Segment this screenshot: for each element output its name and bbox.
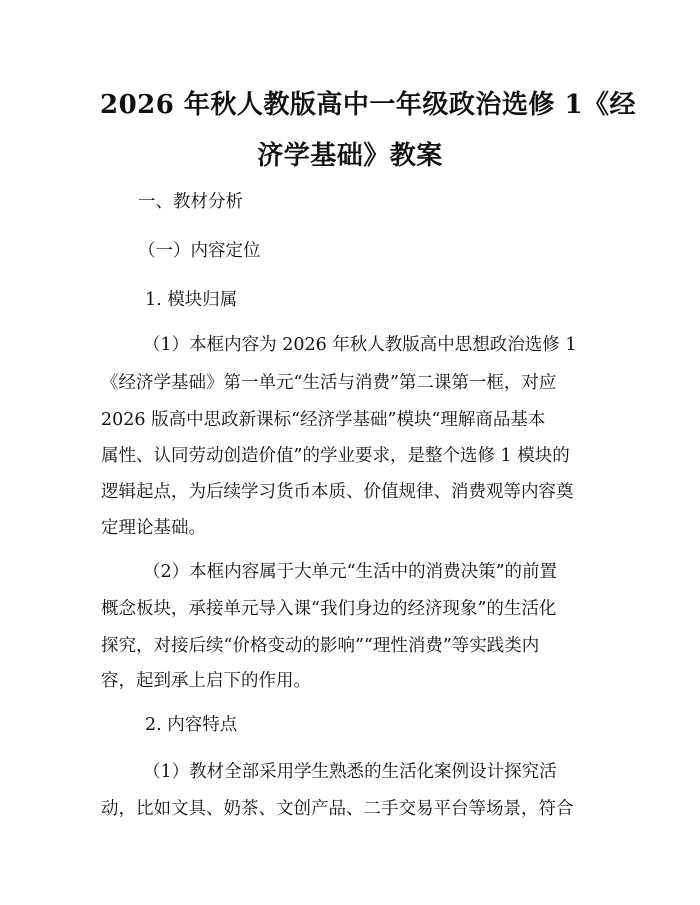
paragraph-2-line: 概念板块，承接单元导入课“我们身边的经济现象”的生活化 bbox=[101, 599, 557, 619]
document-title-line-2: 济学基础》教案 bbox=[257, 141, 443, 171]
document-title-line-1: 2026 年秋人教版高中一年级政治选修 1《经 bbox=[100, 90, 637, 120]
paragraph-2-line: 探究，对接后续“价格变动的影响”“理性消费”等实践类内 bbox=[101, 636, 540, 656]
paragraph-1-line: 定理论基础。 bbox=[101, 518, 206, 538]
section-heading-textbook-analysis: 一、教材分析 bbox=[138, 192, 243, 212]
paragraph-1-line: 2026 版高中思政新课标“经济学基础”模块“理解商品基本 bbox=[101, 410, 546, 430]
paragraph-1-line: 属性、认同劳动创造价值”的学业要求，是整个选修 1 模块的 bbox=[101, 446, 570, 466]
item-heading-module-belonging: 1. 模块归属 bbox=[145, 290, 238, 310]
subsection-heading-content-positioning: （一）内容定位 bbox=[138, 241, 261, 261]
item-heading-content-features: 2. 内容特点 bbox=[145, 715, 238, 735]
paragraph-2-line: 容，起到承上启下的作用。 bbox=[101, 671, 311, 691]
paragraph-1-line: 《经济学基础》第一单元“生活与消费”第二课第一框，对应 bbox=[101, 373, 557, 393]
paragraph-3-line: （1）教材全部采用学生熟悉的生活化案例设计探究活 bbox=[143, 762, 557, 782]
paragraph-1-line: 逻辑起点，为后续学习货币本质、价值规律、消费观等内容奠 bbox=[101, 482, 574, 502]
paragraph-3-line: 动，比如文具、奶茶、文创产品、二手交易平台等场景，符合 bbox=[101, 799, 574, 819]
paragraph-2-line: （2）本框内容属于大单元“生活中的消费决策”的前置 bbox=[143, 562, 558, 582]
paragraph-1-line: （1）本框内容为 2026 年秋人教版高中思想政治选修 1 bbox=[143, 335, 577, 355]
